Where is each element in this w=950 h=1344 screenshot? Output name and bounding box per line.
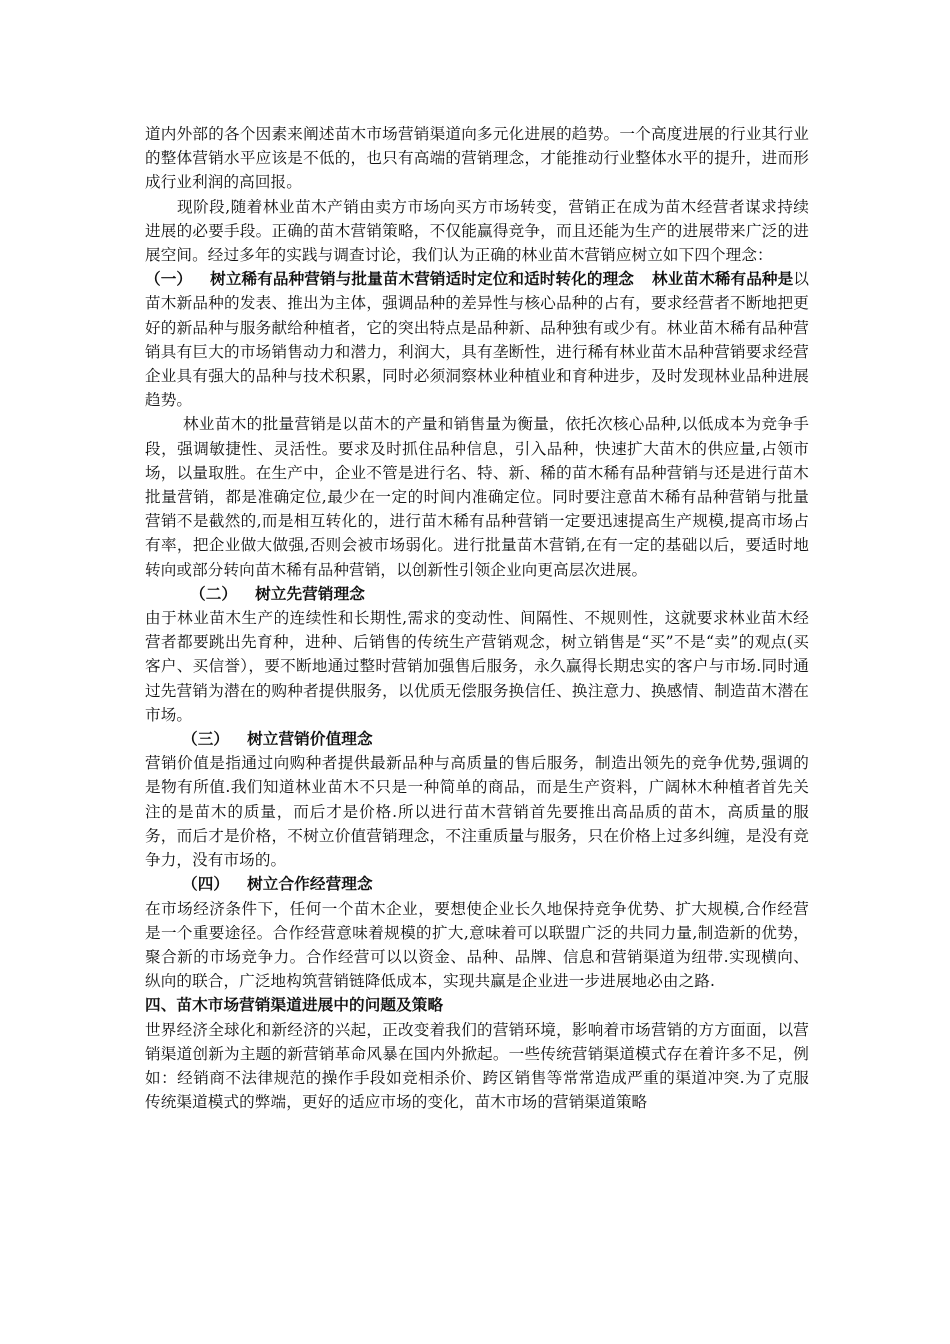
section-3-body: 营销价值是指通过向购种者提供最新品种与高质量的售后服务，制造出领先的竞争优势,强调的是物有所值.我们知道林业苗木不只是一种简单的商品，而是生产资料，广阔林木种植者首先关注的是苗木的质量，而后才是价格.所以进行苗木营销首先要推出高品质的苗木，高质量的服务，而后才是价格，不树立价值营销理念，不注重质量与服务，只在价格上过多纠缠，是没有竞争力，没有市场的。 — [145, 754, 809, 870]
paragraph-current-stage: 现阶段,随着林业苗木产销由卖方市场向买方市场转变，营销正在成为苗木经营者谋求持续进展的必要手段。正确的苗木营销策略，不仅能赢得竞争，而且还能为生产的进展带来广泛的进展空间。经过多年的实践与调查讨论，我们认为正确的林业苗木营销应树立如下四个理念： — [145, 197, 809, 265]
section-4-heading — [145, 872, 809, 896]
section-4-body: 在市场经济条件下，任何一个苗木企业，要想使企业长久地保持竞争优势、扩大规模,合作经营是一个重要途径。合作经营意味着规模的扩大,意味着可以联盟广泛的共同力量,制造新的优势，聚合新的市场竞争力。合作经营可以以资金、品种、品牌、信息和营销渠道为纽带.实现横向、纵向的联合，广泛地构筑营销链降低成本，实现共赢是企业进一步进展地必由之路. — [145, 899, 809, 991]
section-1-body-2: 林业苗木的批量营销是以苗木的产量和销售量为衡量，依托次核心品种,以低成本为竞争手段，强调敏捷性、灵活性。要求及时抓住品种信息，引入品种，快速扩大苗木的供应量,占领市场，以量取胜。在生产中，企业不管是进行名、特、新、稀的苗木稀有品种营销与还是进行苗木批量营销，都是准确定位,最少在一定的时间内准确定位。同时要注意苗木稀有品种营销与批量营销不是截然的,而是相互转化的，进行苗木稀有品种营销一定要迅速提高生产规模,提高市场占有率，把企业做大做强,否则会被市场弱化。进行批量苗木营销,在有一定的基础以后，要适时地转向或部分转向苗木稀有品种营销，以创新性引领企业向更高层次进展。 — [145, 415, 809, 579]
section-2-title: 树立先营销理念 — [255, 583, 365, 603]
section-1-title: 树立稀有品种营销与批量苗木营销适时定位和适时转化的理念 — [210, 269, 634, 289]
section-1-lead: 林业苗木稀有品种是 — [652, 269, 794, 289]
section-3-heading — [145, 727, 809, 751]
section-4-title: 树立合作经营理念 — [247, 874, 373, 894]
section-1-number: （一） — [145, 269, 193, 289]
section-2-number: （二） — [190, 583, 238, 603]
section-3-number: （三） — [182, 729, 230, 749]
section-2-heading — [145, 582, 809, 606]
paragraph-intro: 道内外部的各个因素来阐述苗木市场营销渠道向多元化进展的趋势。一个高度进展的行业其行业的整体营销水平应该是不低的，也只有高端的营销理念，才能推动行业整体水平的提升，进而形成行业利润的高回报。 — [145, 125, 809, 192]
part-4-body: 世界经济全球化和新经济的兴起，正改变着我们的营销环境，影响着市场营销的方方面面，以营销渠道创新为主题的新营销革命风暴在国内外掀起。一些传统营销渠道模式存在着许多不足，例如：经销商不法律规范的操作手段如竞相杀价、跨区销售等常常造成严重的渠道冲突.为了克服传统渠道模式的弊端，更好的适应市场的变化，苗木市场的营销渠道策略 — [145, 1020, 809, 1112]
document-page — [145, 122, 809, 1114]
section-3-title: 树立营销价值理念 — [247, 729, 373, 749]
section-4-number: （四） — [182, 874, 230, 894]
section-1-body: 以苗木新品种的发表、推出为主体，强调品种的差异性与核心品种的占有，要求经营者不断地把更好的新品种与服务献给种植者，它的突出特点是品种新、品种独有或少有。林业苗木稀有品种营销具有巨大的市场销售动力和潜力，利润大，具有垄断性，进行稀有林业苗木品种营销要求经营企业具有强大的品种与技术积累，同时必须洞察林业种植业和育种进步，及时发现林业品种进展趋势。 — [145, 270, 810, 410]
section-1-paragraph — [145, 267, 809, 412]
section-2-body: 由于林业苗木生产的连续性和长期性,需求的变动性、间隔性、不规则性，这就要求林业苗木经营者都要跳出先育种，进种、后销售的传统生产营销观念，树立销售是“买”不是“卖”的观点(买客户、买信誉），要不断地通过整时营销加强售后服务，永久赢得长期忠实的客户与市场.同时通过先营销为潜在的购种者提供服务，以优质无偿服务换信任、换注意力、换感情、制造苗木潜在市场。 — [145, 609, 809, 724]
part-4-heading: 四、苗木市场营销渠道进展中的问题及策略 — [145, 995, 444, 1015]
